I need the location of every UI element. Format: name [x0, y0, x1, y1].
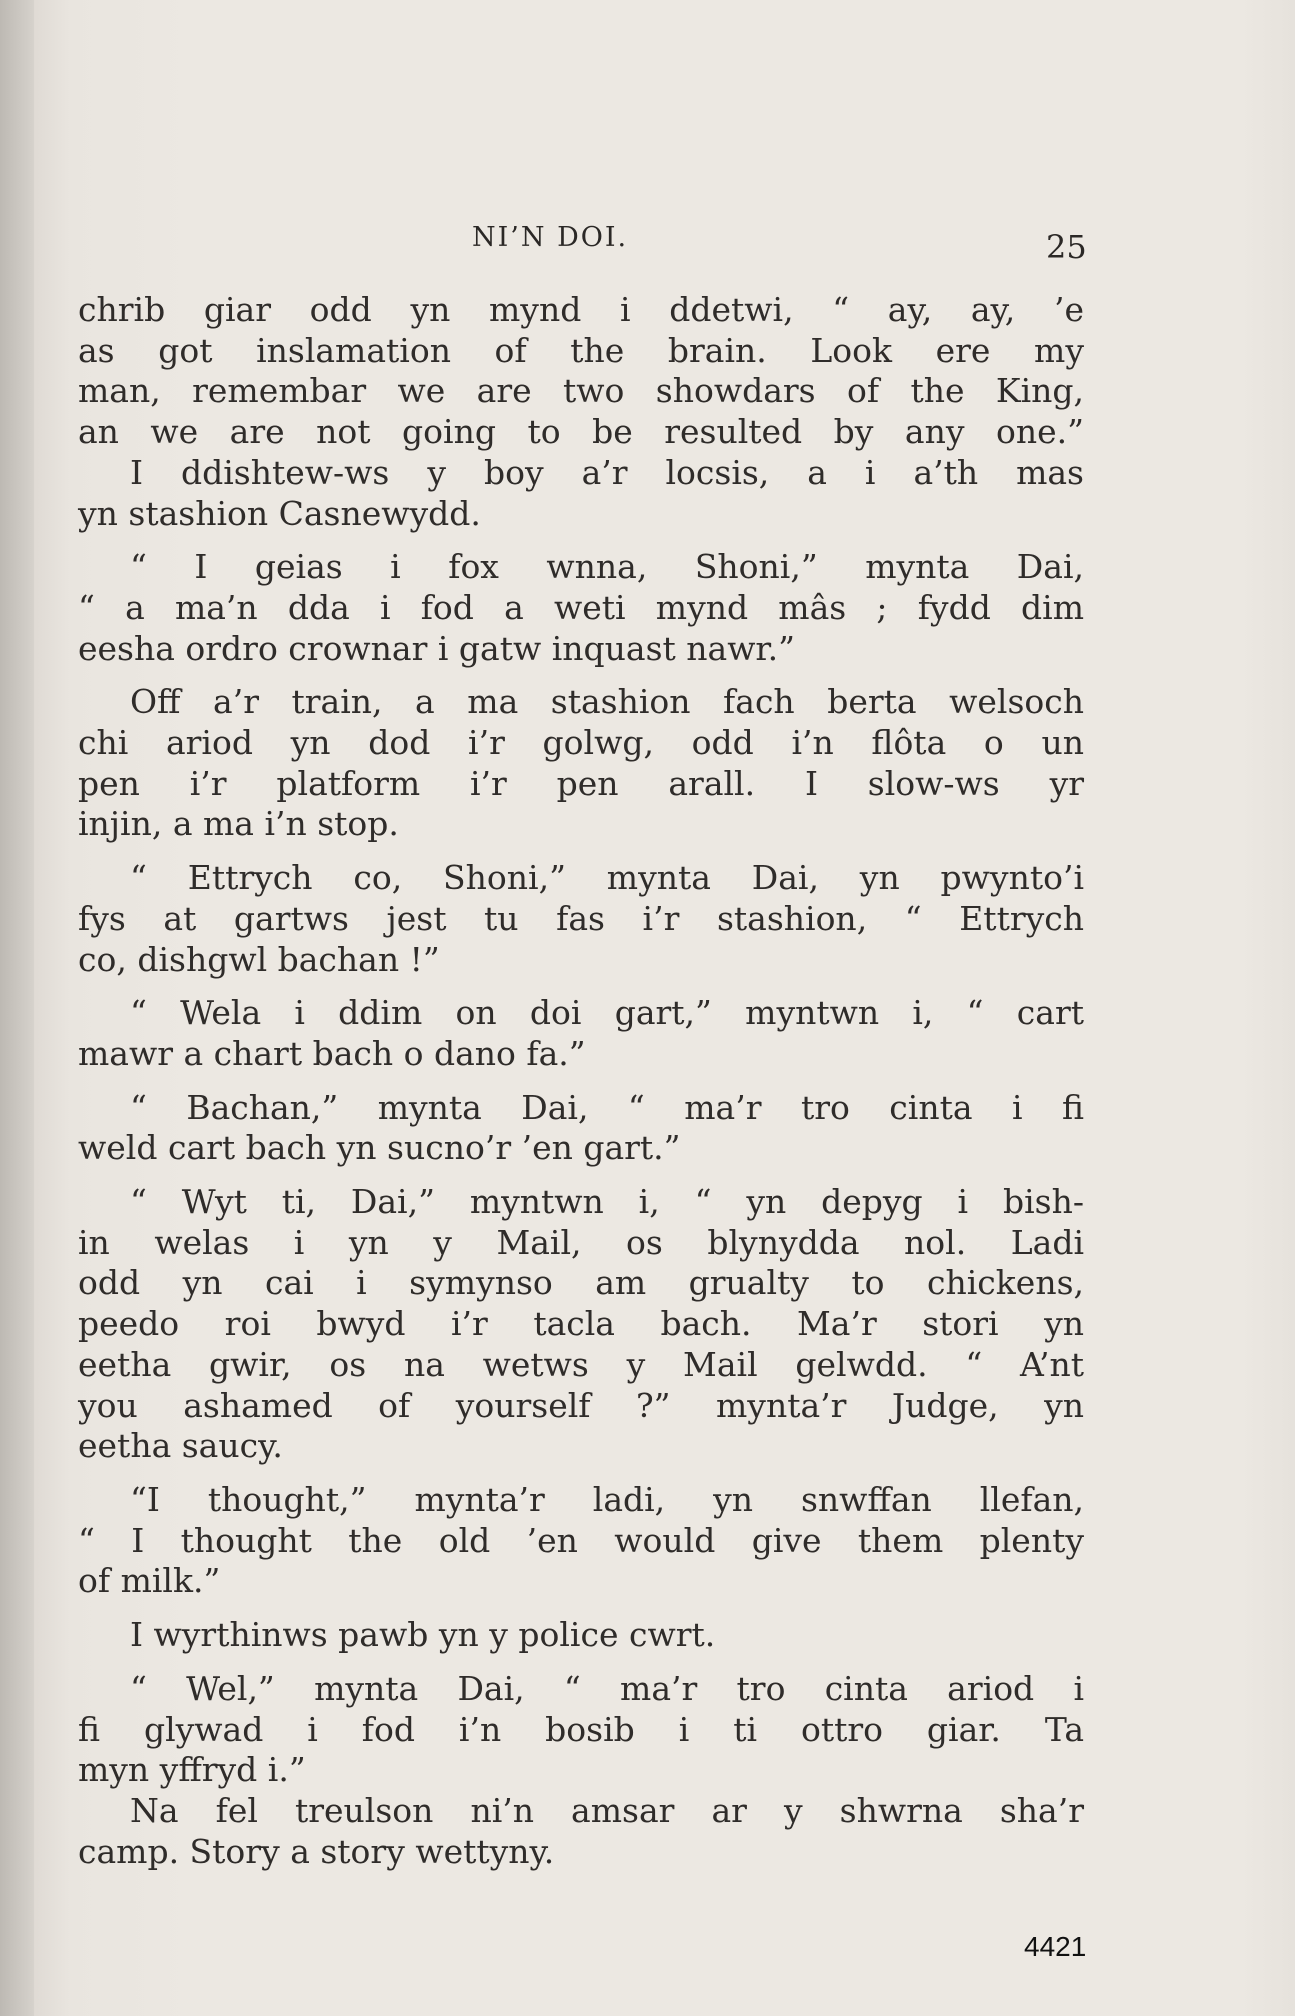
text-line: fi glywad i fod i’n bosib i ti ottro giar. Ta [78, 1709, 1084, 1749]
text-line: “ a ma’n dda i fod a weti mynd mâs ; fydd dim [78, 587, 1084, 627]
paragraph [78, 1088, 1084, 1169]
text-line: “ Ettrych co, Shoni,” mynta Dai, yn pwynto’i [130, 858, 1084, 898]
text-line: fys at gartws jest tu fas i’r stashion, “ Ettrych [78, 898, 1084, 938]
paragraph [78, 682, 1084, 845]
text-line: I ddishtew-ws y boy a’r locsis, a i a’th mas [130, 452, 1084, 492]
text-line: of milk.” [78, 1561, 221, 1601]
text-line: Na fel treulson ni’n amsar ar y shwrna sha’r [130, 1790, 1084, 1830]
text-line: odd yn cai i symynso am grualty to chickens, [78, 1263, 1084, 1303]
text-line: as got inslamation of the brain. Look ere my [78, 330, 1084, 370]
text-line: weld cart bach yn sucno’r ’en gart.” [78, 1128, 681, 1168]
catalog-number: 4421 [1024, 1931, 1087, 1962]
text-line: camp. Story a story wettyny. [78, 1831, 555, 1871]
text-line: myn yffryd i.” [78, 1750, 306, 1790]
body-text [78, 290, 1084, 1872]
text-line: pen i’r platform i’r pen arall. I slow-ws yr [78, 763, 1084, 803]
text-line: man, remembar we are two showdars of the King, [78, 371, 1084, 411]
text-line: eetha gwir, os na wetws y Mail gelwdd. “ A’nt [78, 1344, 1084, 1384]
text-line: chrib giar odd yn mynd i ddetwi, “ ay, ay, ’e [78, 290, 1084, 329]
text-line: yn stashion Casnewydd. [78, 493, 481, 533]
text-line: “ Bachan,” mynta Dai, “ ma’r tro cinta i fi [130, 1087, 1084, 1127]
paragraph [78, 547, 1084, 669]
book-gutter-shadow [0, 0, 34, 2016]
text-line: mawr a chart bach o dano fa.” [78, 1033, 586, 1073]
text-line: eetha saucy. [78, 1426, 283, 1466]
text-line: chi ariod yn dod i’r golwg, odd i’n flôta o un [78, 723, 1084, 763]
paragraph [78, 290, 1084, 453]
text-line: eesha ordro crownar i gatw inquast nawr.” [78, 628, 795, 668]
paragraph [78, 993, 1084, 1074]
text-line: “ Wela i ddim on doi gart,” myntwn i, “ cart [130, 993, 1084, 1033]
text-line: “ Wel,” mynta Dai, “ ma’r tro cinta ariod i [130, 1668, 1084, 1708]
paragraph [78, 1615, 1084, 1656]
page-number: 25 [1046, 228, 1087, 266]
text-line: Off a’r train, a ma stashion fach berta welsoch [130, 682, 1084, 722]
running-title: NI’N DOI. [472, 222, 629, 253]
text-line: “ Wyt ti, Dai,” myntwn i, “ yn depyg i bish- [130, 1182, 1084, 1222]
text-line: in welas i yn y Mail, os blynydda nol. Ladi [78, 1222, 1084, 1262]
text-line: an we are not going to be resulted by any one.” [78, 412, 1084, 452]
running-head [0, 222, 1295, 266]
paragraph [78, 1182, 1084, 1467]
text-line: I wyrthinws pawb yn y police cwrt. [130, 1615, 716, 1655]
paragraph [78, 1669, 1084, 1873]
text-line: co, dishgwl bachan !” [78, 939, 440, 979]
text-line: “I thought,” mynta’r ladi, yn snwffan llefan, [130, 1479, 1084, 1519]
paragraph [78, 858, 1084, 980]
text-line: injin, a ma i’n stop. [78, 804, 399, 844]
paragraph [78, 453, 1084, 534]
paragraph [78, 1480, 1084, 1602]
text-line: “ I thought the old ’en would give them plenty [78, 1520, 1084, 1560]
text-line: you ashamed of yourself ?” mynta’r Judge, yn [78, 1385, 1084, 1425]
text-line: “ I geias i fox wnna, Shoni,” mynta Dai, [130, 547, 1084, 587]
text-line: peedo roi bwyd i’r tacla bach. Ma’r stori yn [78, 1304, 1084, 1344]
